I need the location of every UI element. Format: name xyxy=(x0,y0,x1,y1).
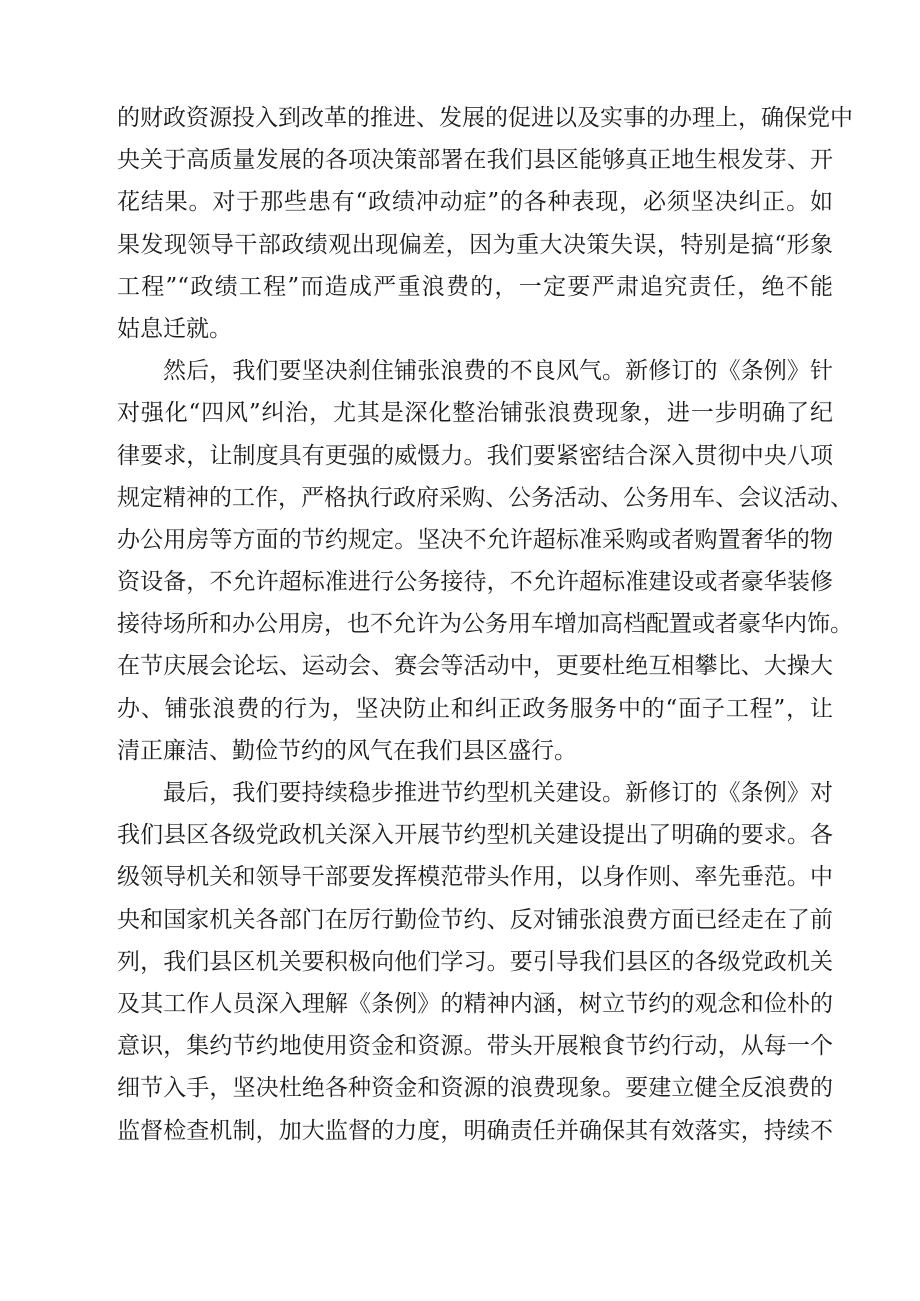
text-line: 央和国家机关各部门在厉行勤俭节约、反对铺张浪费方面已经走在了前 xyxy=(117,906,833,933)
text-line: 规定精神的工作，严格执行政府采购、公务活动、公务用车、会议活动、 xyxy=(117,484,853,511)
paragraph-start-line: 然后，我们要坚决刹住铺张浪费的不良风气。新修订的《条例》针 xyxy=(163,358,833,385)
text-line: 接待场所和办公用房，也不允许为公务用车增加高档配置或者豪华内饰。 xyxy=(117,611,853,638)
text-line: 花结果。对于那些患有“政绩冲动症”的各种表现，必须坚决纠正。如 xyxy=(117,189,833,216)
text-line: 意识，集约节约地使用资金和资源。带头开展粮食节约行动，从每一个 xyxy=(117,1033,833,1060)
text-line: 果发现领导干部政绩观出现偏差，因为重大决策失误，特别是搞“形象 xyxy=(117,231,833,258)
text-line: 细节入手，坚决杜绝各种资金和资源的浪费现象。要建立健全反浪费的 xyxy=(117,1075,833,1102)
text-line: 监督检查机制，加大监督的力度，明确责任并确保其有效落实，持续不 xyxy=(117,1117,833,1144)
text-line: 资设备，不允许超标准进行公务接待，不允许超标准建设或者豪华装修 xyxy=(117,569,833,596)
text-line: 的财政资源投入到改革的推进、发展的促进以及实事的办理上，确保党中 xyxy=(117,105,853,131)
text-line: 在节庆展会论坛、运动会、赛会等活动中，更要杜绝互相攀比、大操大 xyxy=(117,653,833,680)
text-line: 办公用房等方面的节约规定。坚决不允许超标准采购或者购置奢华的物 xyxy=(117,526,833,553)
text-line: 我们县区各级党政机关深入开展节约型机关建设提出了明确的要求。各 xyxy=(117,822,833,849)
paragraph-start-line: 最后，我们要持续稳步推进节约型机关建设。新修订的《条例》对 xyxy=(163,780,833,806)
text-line: 对强化“四风”纠治，尤其是深化整治铺张浪费现象，进一步明确了纪 xyxy=(117,400,833,427)
text-line: 央关于高质量发展的各项决策部署在我们县区能够真正地生根发芽、开 xyxy=(117,147,833,174)
text-line: 清正廉洁、勤俭节约的风气在我们县区盛行。 xyxy=(117,737,577,764)
text-line: 级领导机关和领导干部要发挥模范带头作用，以身作则、率先垂范。中 xyxy=(117,864,833,891)
text-line: 律要求，让制度具有更强的威慑力。我们要紧密结合深入贯彻中央八项 xyxy=(117,442,833,469)
text-line: 工程”“政绩工程”而造成严重浪费的，一定要严肃追究责任，绝不能 xyxy=(117,273,833,300)
text-line: 列，我们县区机关要积极向他们学习。要引导我们县区的各级党政机关 xyxy=(117,948,833,975)
text-line: 办、铺张浪费的行为，坚决防止和纠正政务服务中的“面子工程”，让 xyxy=(117,695,833,722)
text-line: 及其工作人员深入理解《条例》的精神内涵，树立节约的观念和俭朴的 xyxy=(117,990,833,1017)
body-text xyxy=(117,97,853,1152)
text-line: 姑息迁就。 xyxy=(117,315,232,342)
